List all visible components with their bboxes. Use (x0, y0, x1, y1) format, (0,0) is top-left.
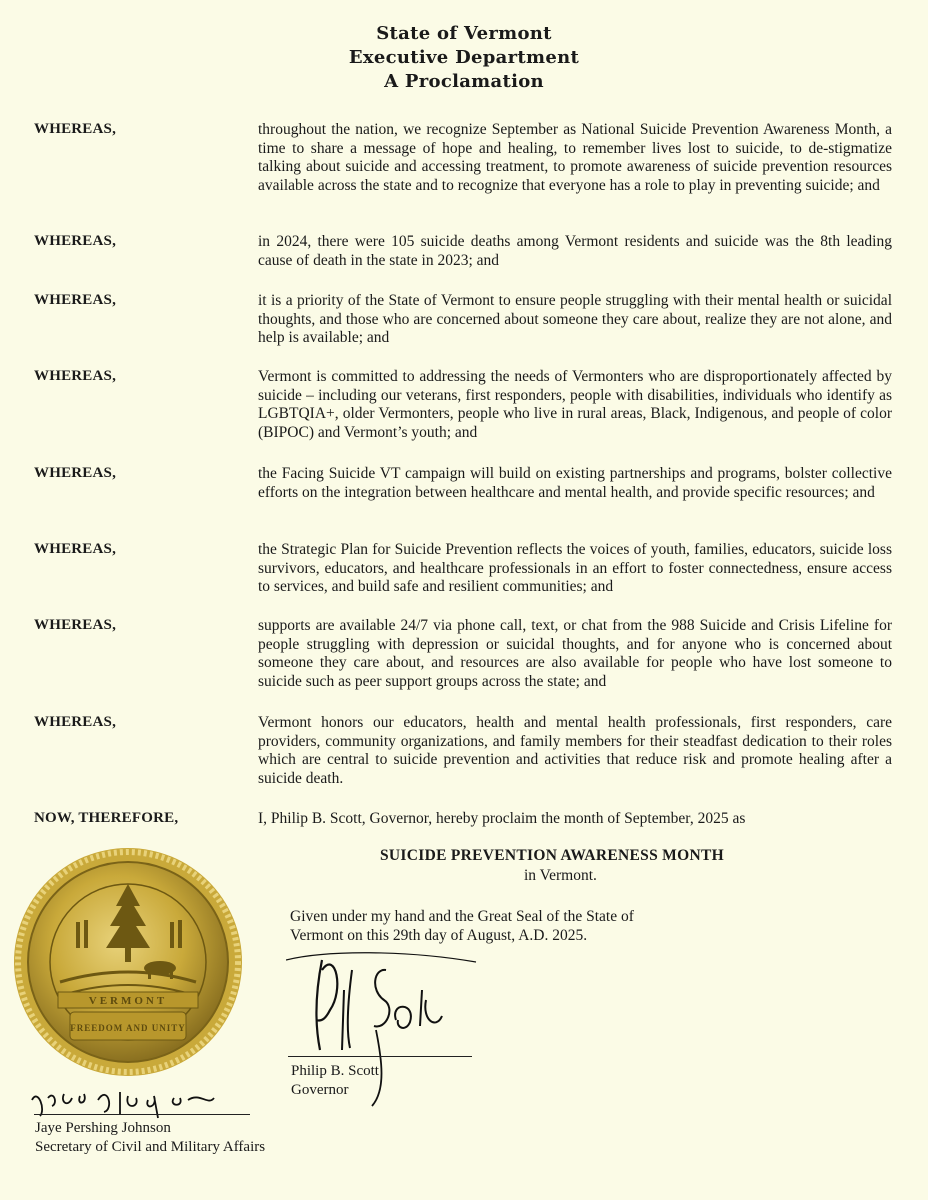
clause-label: WHEREAS, (34, 368, 117, 384)
clause-text: Vermont is committed to addressing the needs of Vermonters who are disproportionately affected by suicide – including our veterans, first responders, people with disabilities, individuals who identify as LGBTQIA+, older Vermonters, people who live in rural areas, Black, Indigenous, and people of color (BIPOC) and Vermont’s youth; and (258, 368, 892, 441)
secretary-name: Jaye Pershing Johnson (35, 1120, 171, 1136)
clause-text: the Facing Suicide VT campaign will build on existing partnerships and programs, bolster collective efforts on the integration between healthcare and mental health, and provide specific resources; and (258, 465, 892, 501)
great-seal-icon (10, 844, 246, 1080)
proclamation-title: SUICIDE PREVENTION AWARENESS MONTH (380, 847, 724, 864)
proclamation-location: in Vermont. (524, 867, 597, 884)
clause-label: WHEREAS, (34, 617, 117, 633)
header-state: State of Vermont (376, 23, 552, 44)
clause-label: WHEREAS, (34, 233, 117, 249)
clause-text: throughout the nation, we recognize September as National Suicide Prevention Awareness Month, a time to share a message of hope and healing, to remember lives lost to suicide, to de-stigmatize talking about suicide and accessing treatment, to promote awareness of suicide prevention resources available across the state and to recognize that everyone has a role to play in preventing suicide; and (258, 121, 892, 194)
clause-label: WHEREAS, (34, 714, 117, 730)
seal-motto: FREEDOM AND UNITY (70, 1023, 186, 1033)
clause-text: it is a priority of the State of Vermont to ensure people struggling with their mental health or suicidal thoughts, and those who are concerned about someone they care about, realize they are not alone, and help is available; and (258, 292, 892, 347)
clause-text: I, Philip B. Scott, Governor, hereby proclaim the month of September, 2025 as (258, 810, 746, 827)
secretary-signature-line (34, 1114, 250, 1115)
governor-signature-line (288, 1056, 472, 1057)
governor-title: Governor (291, 1082, 349, 1098)
clause-text: in 2024, there were 105 suicide deaths among Vermont residents and suicide was the 8th leading cause of death in the state in 2023; and (258, 233, 892, 269)
document-header (0, 22, 928, 94)
header-department: Executive Department (348, 47, 580, 68)
clause-label: WHEREAS, (34, 292, 117, 308)
clause-label: WHEREAS, (34, 465, 117, 481)
secretary-title: Secretary of Civil and Military Affairs (35, 1139, 266, 1155)
clause-label: WHEREAS, (34, 121, 117, 137)
clause-text: Vermont honors our educators, health and mental health professionals, first responders, care providers, community organizations, and family members for their steadfast dedication to their roles which are central to suicide prevention and activities that reduce risk and promote healing after a suicide death. (258, 714, 892, 787)
clause-text: supports are available 24/7 via phone call, text, or chat from the 988 Suicide and Crisis Lifeline for people struggling with depression or suicidal thoughts, and for anyone who is concerned about someone they care about, and resources are also available for people who have lost someone to suicide such as peer support groups across the state; and (258, 617, 892, 690)
clause-label: NOW, THEREFORE, (34, 810, 179, 826)
given-line-1: Given under my hand and the Great Seal of the State of (290, 908, 634, 925)
clause-label: WHEREAS, (34, 541, 117, 557)
governor-name: Philip B. Scott (291, 1063, 379, 1079)
clause-text: the Strategic Plan for Suicide Prevention reflects the voices of youth, families, educators, suicide loss survivors, educators, and healthcare professionals in an effort to foster connectedness, ensure access to services, and build safe and resilient communities; and (258, 541, 892, 596)
header-proclamation: A Proclamation (384, 71, 544, 92)
given-line-2: Vermont on this 29th day of August, A.D. 2025. (290, 927, 588, 944)
seal-top-text: VERMONT (88, 995, 168, 1007)
